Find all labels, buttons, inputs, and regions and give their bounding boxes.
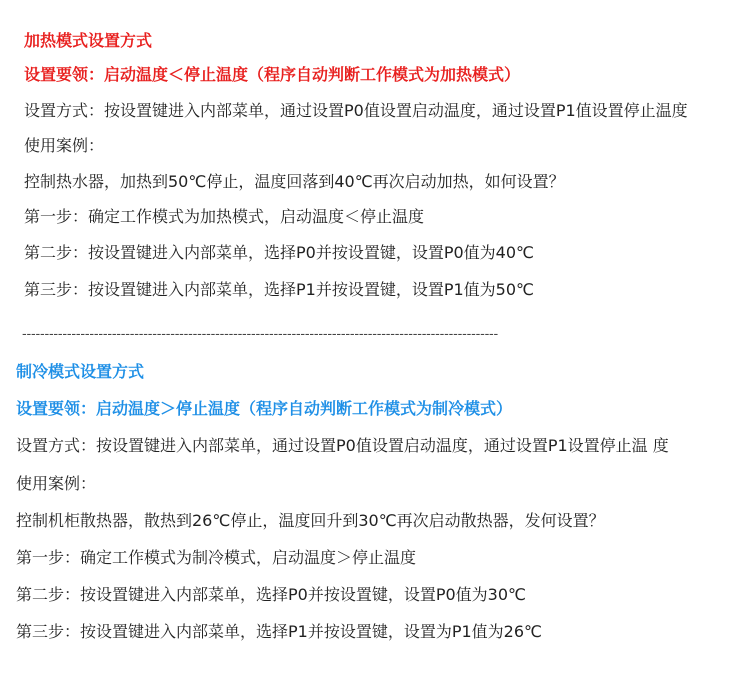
section-divider: ---------------------------------------------------------------------------------------------------------- — [22, 328, 499, 342]
cooling-step-2: 第二步：按设置键进入内部菜单，选择P0并按设置键，设置P0值为30℃ — [16, 585, 526, 604]
heating-step-3: 第三步：按设置键进入内部菜单，选择P1并按设置键，设置P1值为50℃ — [24, 280, 534, 299]
heating-step-2: 第二步：按设置键进入内部菜单，选择P0并按设置键，设置P0值为40℃ — [24, 243, 534, 262]
cooling-example-question: 控制机柜散热器，散热到26℃停止，温度回升到30℃再次启动散热器，发何设置？ — [16, 511, 605, 530]
heating-mode-title: 加热模式设置方式 — [24, 31, 153, 50]
heating-step-1: 第一步：确定工作模式为加热模式，启动温度＜停止温度 — [24, 207, 425, 226]
heating-method: 设置方式：按设置键进入内部菜单，通过设置P0值设置启动温度，通过设置P1值设置停止温度 — [24, 101, 688, 120]
cooling-key-point: 设置要领：启动温度＞停止温度（程序自动判断工作模式为制冷模式） — [16, 399, 513, 418]
cooling-method: 设置方式：按设置键进入内部菜单，通过设置P0值设置启动温度，通过设置P1设置停止温 度 — [16, 436, 669, 455]
cooling-step-3: 第三步：按设置键进入内部菜单，选择P1并按设置键，设置为P1值为26℃ — [16, 622, 542, 641]
cooling-mode-title: 制冷模式设置方式 — [16, 362, 145, 381]
heating-example-question: 控制热水器，加热到50℃停止，温度回落到40℃再次启动加热，如何设置？ — [24, 172, 565, 191]
heating-key-point: 设置要领：启动温度＜停止温度（程序自动判断工作模式为加热模式） — [24, 65, 521, 84]
cooling-step-1: 第一步：确定工作模式为制冷模式，启动温度＞停止温度 — [16, 548, 417, 567]
heating-example-label: 使用案例： — [24, 136, 105, 155]
cooling-example-label: 使用案例： — [16, 474, 97, 493]
